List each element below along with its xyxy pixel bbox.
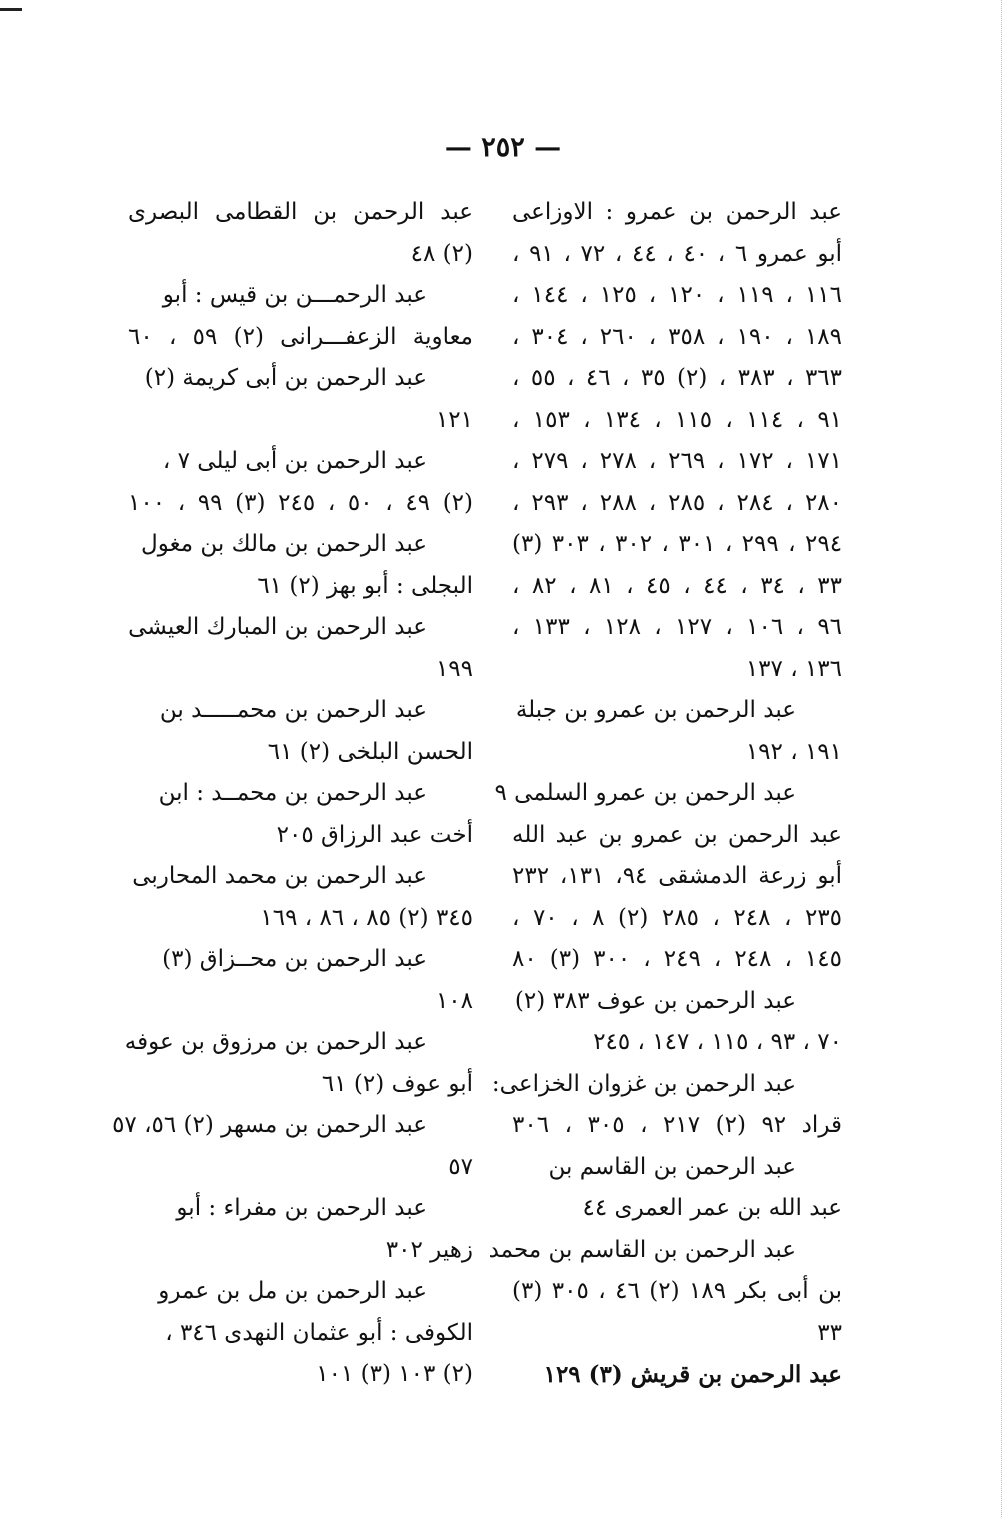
index-entry-line: عبد الرحمن بن عمرو : الاوزاعى [512, 199, 842, 225]
index-entry-line: ٣٣ ، ٣٤ ، ٤٤ ، ٤٥ ، ٨١ ، ٨٢ ، [512, 572, 842, 599]
index-entry-line: أبو عوف (٢) ٦١ [321, 1070, 473, 1097]
index-entry-line: ١١٦ ، ١١٩ ، ١٢٠ ، ١٢٥ ، ١٤٤ ، [512, 282, 842, 308]
index-entry-line: عبد الرحمن بن عمرو السلمى ٩ [494, 780, 796, 806]
index-entry-line: (٢) ٤٩ ، ٥٠ ، ٢٤٥ (٣) ٩٩ ، ١٠٠ [128, 489, 474, 516]
index-entry-line: أبو عمرو ٦ ، ٤٠ ، ٤٤ ، ٧٢ ، ٩١ ، [512, 240, 843, 267]
index-entry-line: عبد الرحمن بن قريش (٣) ١٢٩ [543, 1361, 842, 1388]
index-entry-line: زهير ٣٠٢ [385, 1236, 473, 1263]
index-entry-line: ١٧١ ، ١٧٢ ، ٢٦٩ ، ٢٧٨ ، ٢٧٩ ، [512, 448, 842, 474]
index-entry-line: ١٣٦ ، ١٣٧ [745, 655, 842, 682]
index-entry-line: عبد الرحمن بن غزوان الخزاعى: [491, 1070, 796, 1097]
page-edge-mark [0, 8, 22, 11]
index-entry-line: عبد الرحمن بن مفراء : أبو [176, 1195, 427, 1221]
index-entry-line: ٥٧ [448, 1153, 473, 1180]
index-entry-line: أخت عبد الرزاق ٢٠٥ [276, 821, 473, 848]
index-column-left [112, 192, 474, 1396]
index-entry-line: عبد الرحمن بن عمرو بن جبلة [515, 697, 796, 723]
index-entry-line: عبد الرحمن بن عمرو بن عبد الله [512, 821, 842, 848]
index-entry-line: ١٨٩ ، ١٩٠ ، ٣٥٨ ، ٢٦٠ ، ٣٠٤ ، [512, 323, 842, 350]
index-entry-line: قراد ٩٢ (٢) ٢١٧ ، ٣٠٥ ، ٣٠٦ [512, 1112, 843, 1138]
index-entry-line: ٢٩٤ ، ٢٩٩ ، ٣٠١ ، ٣٠٢ ، ٣٠٣ (٣) [512, 531, 843, 557]
index-entry-line: عبد الرحمن بن القاسم بن محمد [488, 1236, 796, 1263]
index-entry-line: عبد الرحمـــن بن قيس : أبو [162, 282, 427, 308]
index-entry-line: ١٤٥ ، ٢٤٨ ، ٢٤٩ ، ٣٠٠ (٣) ٨٠ [512, 946, 842, 972]
index-entry-line: البجلى : أبو بهز (٢) ٦١ [257, 572, 473, 599]
index-entry-line: عبد الرحمن بن عوف ٣٨٣ (٢) [514, 987, 796, 1014]
page-edge-border [1000, 0, 1002, 1517]
index-entry-line: عبد الرحمن بن المبارك العيشى [128, 614, 427, 640]
index-entry-line: ٢٣٥ ، ٢٤٨ ، ٢٨٥ (٢) ٨ ، ٧٠ ، [512, 904, 843, 931]
index-entry-line: عبد الرحمن بن مالك بن مغول [141, 531, 427, 557]
index-entry-line: ١٢١ [435, 406, 473, 433]
index-entry-line: ١٩٩ [435, 655, 473, 682]
page-number: — ٢٥٢ — [444, 132, 562, 163]
index-entry-line: أبو زرعة الدمشقى ٩٤، ١٣١، ٢٣٢ [512, 863, 843, 889]
index-column-right [488, 192, 843, 1396]
index-entry-line: الكوفى : أبو عثمان النهدى ٣٤٦ ، [165, 1319, 473, 1346]
index-entry-line: ٣٤٥ (٢) ٨٥ ، ٨٦ ، ١٦٩ [260, 904, 473, 931]
index-entry-line: ٣٣ [817, 1319, 842, 1346]
index-entry-line: عبد الرحمن بن مل بن عمرو [158, 1278, 427, 1304]
index-entry-line: عبد الرحمن بن محــزاق (٣) [162, 946, 427, 972]
index-entry-line: الحسن البلخى (٢) ٦١ [267, 738, 473, 765]
index-entry-line: عبد الرحمن بن مسهر (٢) ٥٦، ٥٧ [112, 1112, 427, 1138]
index-entry-line: بن أبى بكر ١٨٩ (٢) ٤٦ ، ٣٠٥ (٣) [512, 1278, 842, 1304]
index-entry-line: (٢) ٤٨ [410, 240, 473, 267]
index-entry-line: ١٩١ ، ١٩٢ [745, 738, 842, 765]
index-entry-line: ٣٦٣ ، ٣٨٣ ، (٢) ٣٥ ، ٤٦ ، ٥٥ ، [512, 365, 842, 391]
index-entry-line: ٧٠ ، ٩٣ ، ١١٥ ، ١٤٧ ، ٢٤٥ [593, 1029, 842, 1055]
index-entry-line: عبد الله بن عمر العمرى ٤٤ [582, 1195, 842, 1221]
index-entry-line: ٢٨٠ ، ٢٨٤ ، ٢٨٥ ، ٢٨٨ ، ٢٩٣ ، [512, 489, 842, 516]
index-entry-line: عبد الرحمن بن أبى كريمة (٢) [144, 365, 427, 391]
index-entry-line: عبد الرحمن بن محمــد : ابن [158, 780, 427, 806]
index-entry-line: ١٠٨ [435, 987, 473, 1014]
index-entry-line: ٩٦ ، ١٠٦ ، ١٢٧ ، ١٢٨ ، ١٣٣ ، [512, 614, 843, 640]
index-entry-line: عبد الرحمن بن أبى ليلى ٧ ، [162, 448, 427, 474]
index-entry-line: معاوية الزعفـــرانى (٢) ٥٩ ، ٦٠ [128, 323, 473, 350]
index-entry-line: عبد الرحمن بن مرزوق بن عوفه [124, 1029, 427, 1055]
index-entry-line: عبد الرحمن بن القطامى البصرى [128, 199, 473, 225]
index-entry-line: عبد الرحمن بن محمد المحاربى [132, 863, 427, 889]
index-entry-line: ٩١ ، ١١٤ ، ١١٥ ، ١٣٤ ، ١٥٣ ، [512, 406, 843, 433]
index-entry-line: (٢) ١٠٣ (٣) ١٠١ [316, 1361, 473, 1387]
index-entry-line: عبد الرحمن بن القاسم بن [548, 1153, 796, 1180]
index-entry-line: عبد الرحمن بن محمـــــد بن [159, 697, 427, 723]
